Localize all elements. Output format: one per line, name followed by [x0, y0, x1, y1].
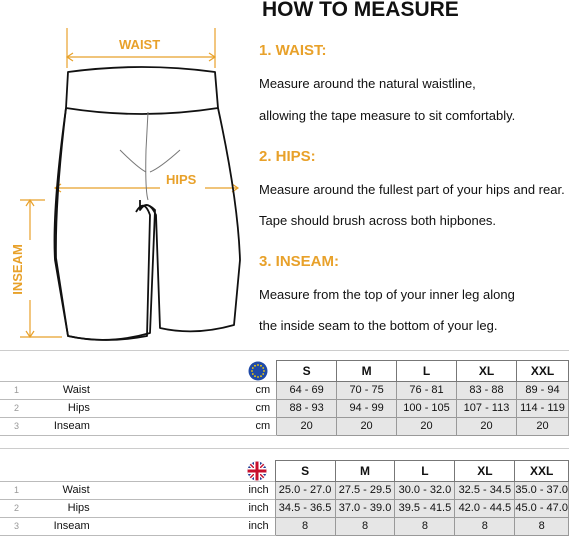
table-cell: 30.0 - 32.0 [395, 481, 455, 499]
table-cell: 70 - 75 [337, 381, 397, 399]
table-cell: 114 - 119 [516, 399, 568, 417]
table-row [0, 517, 569, 535]
inseam-label: INSEAM [9, 244, 25, 295]
eu-flag-icon [248, 361, 268, 381]
table-row [0, 399, 569, 417]
row-label: Hips [40, 499, 100, 517]
size-table-inch [0, 460, 569, 536]
table-cell: 27.5 - 29.5 [335, 481, 395, 499]
row-label: Waist [40, 481, 100, 499]
divider [0, 350, 569, 351]
table-cell: 20 [516, 417, 568, 435]
row-number: 3 [0, 417, 40, 435]
row-unit: inch [100, 517, 276, 535]
size-table-cm [0, 360, 569, 436]
table-cell: 20 [277, 417, 337, 435]
inseam-text-2: the inside seam to the bottom of your leg. [259, 318, 498, 333]
table-row [0, 499, 569, 517]
table-cell: 64 - 69 [277, 381, 337, 399]
row-label: Inseam [40, 417, 100, 435]
size-header-l: L [395, 461, 455, 482]
table-cell: 45.0 - 47.0 [515, 499, 569, 517]
hips-label: HIPS [166, 172, 197, 187]
page-title: HOW TO MEASURE [262, 0, 459, 21]
table-cell: 107 - 113 [457, 399, 517, 417]
size-header-m: M [337, 361, 397, 382]
inseam-heading: 3. INSEAM: [259, 253, 340, 270]
shorts-diagram [0, 0, 260, 350]
row-unit: inch [100, 481, 276, 499]
size-header-l: L [397, 361, 457, 382]
table-cell: 94 - 99 [337, 399, 397, 417]
waist-text-1: Measure around the natural waistline, [259, 76, 476, 91]
size-header-s: S [277, 361, 337, 382]
table-cell: 20 [457, 417, 517, 435]
row-label: Inseam [40, 517, 100, 535]
table-cell: 25.0 - 27.0 [275, 481, 335, 499]
table-cell: 8 [335, 517, 395, 535]
table-cell: 20 [337, 417, 397, 435]
row-number: 2 [0, 399, 40, 417]
hips-text-2: Tape should brush across both hipbones. [259, 213, 497, 228]
size-header-xxl: XXL [516, 361, 568, 382]
table-cell: 89 - 94 [516, 381, 568, 399]
row-number: 2 [0, 499, 40, 517]
table-cell: 34.5 - 36.5 [275, 499, 335, 517]
size-header-xl: XL [457, 361, 517, 382]
waist-text-2: allowing the tape measure to sit comfortably. [259, 108, 516, 123]
table-row [0, 417, 569, 435]
table-cell: 39.5 - 41.5 [395, 499, 455, 517]
divider [0, 448, 569, 449]
hips-heading: 2. HIPS: [259, 148, 316, 165]
hips-text-1: Measure around the fullest part of your hips and rear. [259, 182, 565, 197]
size-header-m: M [335, 461, 395, 482]
waist-heading: 1. WAIST: [259, 42, 327, 59]
table-cell: 37.0 - 39.0 [335, 499, 395, 517]
table-cell: 88 - 93 [277, 399, 337, 417]
uk-flag-icon [247, 461, 267, 481]
size-header-xxl: XXL [515, 461, 569, 482]
table-cell: 8 [395, 517, 455, 535]
row-label: Hips [40, 399, 100, 417]
table-cell: 8 [515, 517, 569, 535]
row-unit: cm [100, 381, 277, 399]
row-number: 3 [0, 517, 40, 535]
waist-label: WAIST [119, 37, 161, 52]
table-cell: 100 - 105 [397, 399, 457, 417]
row-number: 1 [0, 481, 40, 499]
row-number: 1 [0, 381, 40, 399]
inseam-text-1: Measure from the top of your inner leg along [259, 287, 515, 302]
table-row [0, 481, 569, 499]
row-unit: inch [100, 499, 276, 517]
table-cell: 83 - 88 [457, 381, 517, 399]
table-cell: 20 [397, 417, 457, 435]
table-cell: 35.0 - 37.0 [515, 481, 569, 499]
size-header-xl: XL [455, 461, 515, 482]
row-unit: cm [100, 417, 277, 435]
row-unit: cm [100, 399, 277, 417]
table-cell: 76 - 81 [397, 381, 457, 399]
row-label: Waist [40, 381, 100, 399]
table-cell: 8 [455, 517, 515, 535]
table-cell: 32.5 - 34.5 [455, 481, 515, 499]
table-cell: 42.0 - 44.5 [455, 499, 515, 517]
size-header-s: S [275, 461, 335, 482]
table-row [0, 381, 569, 399]
table-cell: 8 [275, 517, 335, 535]
